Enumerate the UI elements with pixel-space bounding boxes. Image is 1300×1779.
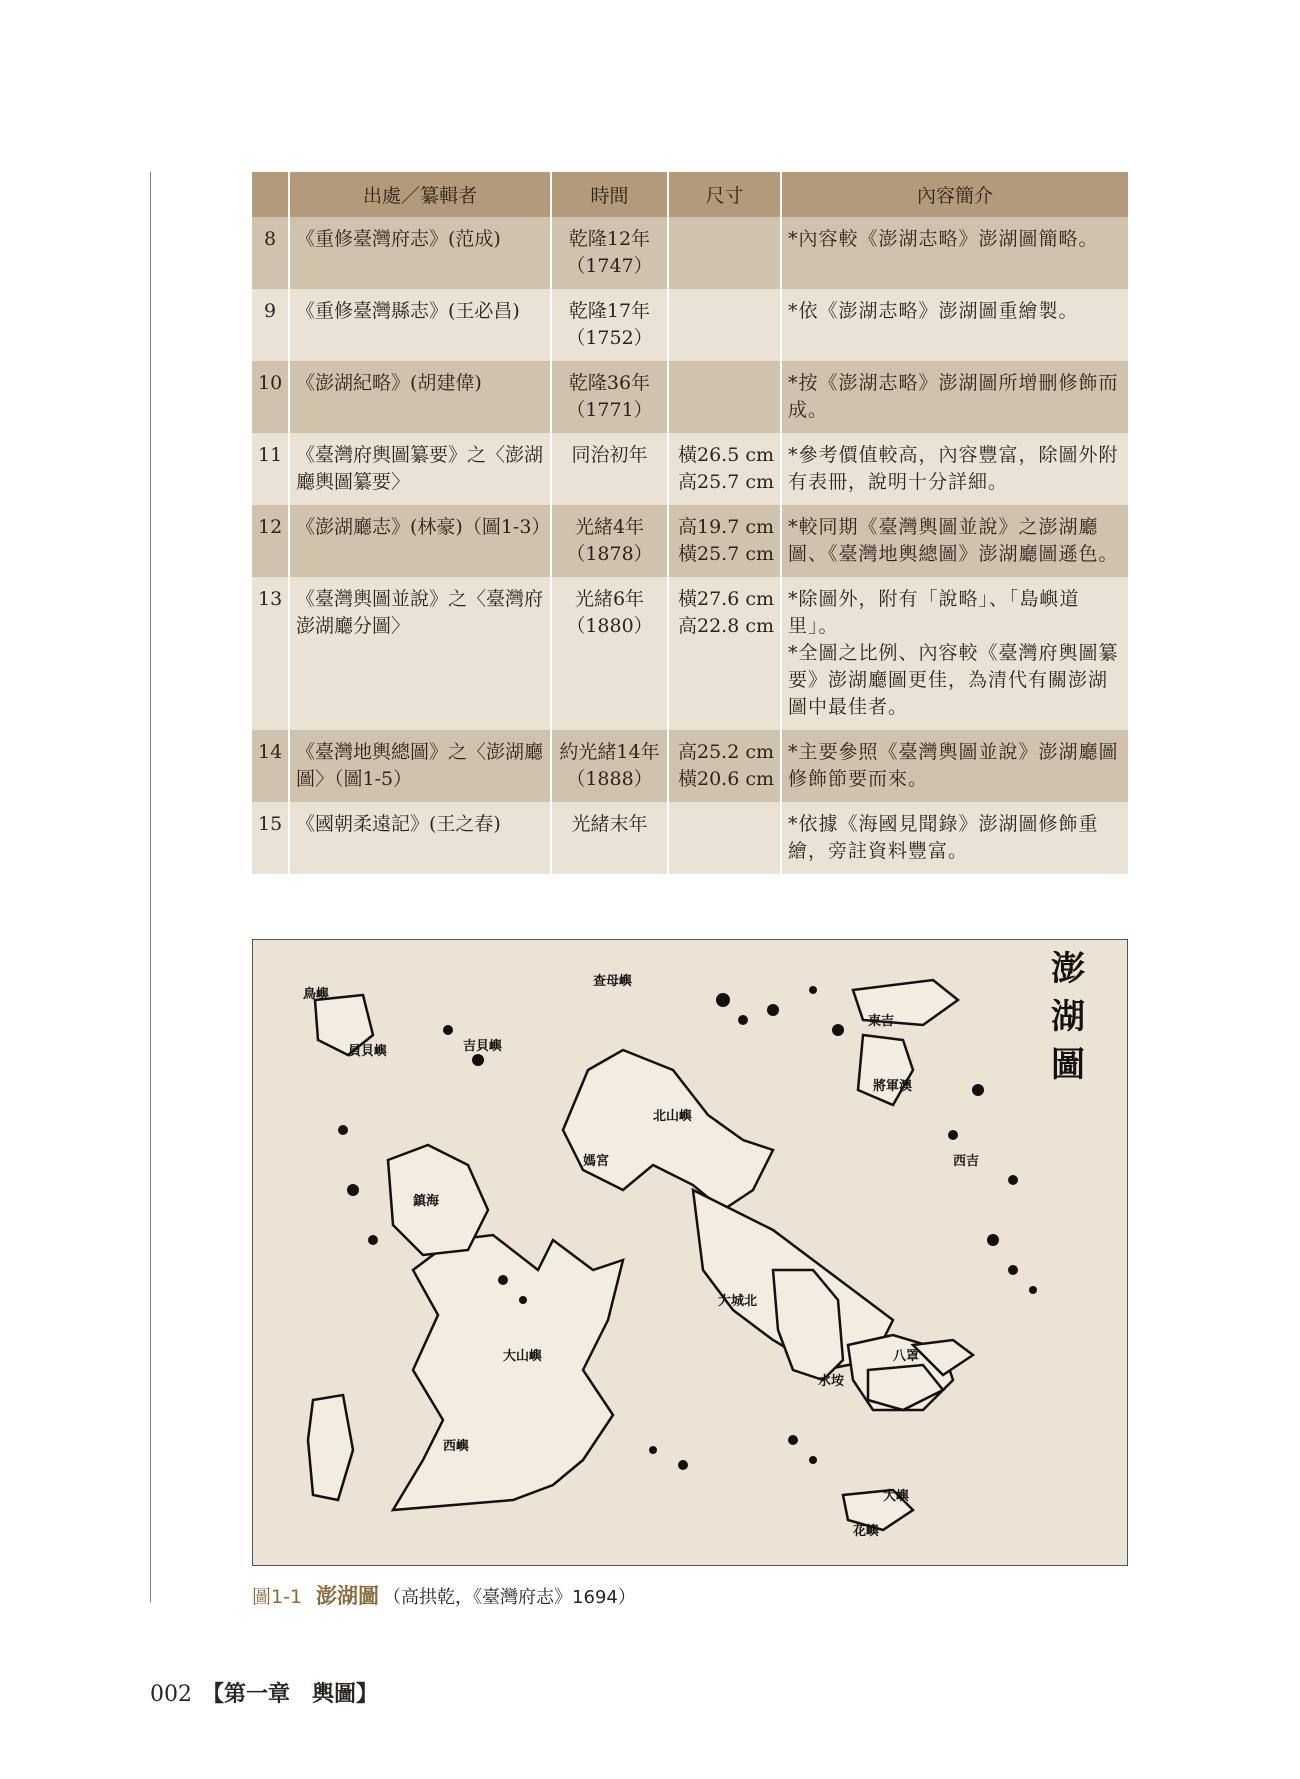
row-note (781, 361, 1128, 433)
note-line: *參考價值較高，內容豐富，除圖外附有表冊，說明十分詳細。 (788, 444, 1119, 493)
row-note (781, 577, 1128, 730)
row-size (668, 217, 781, 289)
row-note (781, 289, 1128, 361)
figure-source: （高拱乾，《臺灣府志》1694） (383, 1587, 636, 1608)
row-time: 同治初年 (551, 433, 668, 505)
row-size: 橫26.5 cm 高25.7 cm (668, 433, 781, 505)
island-jiangjun (858, 1035, 913, 1105)
row-time: 乾隆12年（1747） (551, 217, 668, 289)
table-row (252, 577, 1128, 730)
page-number: 002 (150, 1682, 192, 1707)
table-row (252, 505, 1128, 577)
row-time: 約光緒14年（1888） (551, 730, 668, 802)
note-line: *主要參照《臺灣輿圖並說》澎湖廳圖修飾節要而來。 (788, 741, 1119, 790)
row-note (781, 730, 1128, 802)
map-label: 鳥嶼 (303, 987, 330, 1002)
table-row (252, 217, 1128, 289)
row-source: 《澎湖紀略》(胡建偉) (289, 361, 551, 433)
row-time: 光緒4年（1878） (551, 505, 668, 577)
map-label: 西嶼 (443, 1439, 470, 1454)
note-line: *按《澎湖志略》澎湖圖所增刪修飾而成。 (788, 372, 1119, 421)
map-label: 花嶼 (853, 1524, 880, 1539)
header-size: 尺寸 (668, 172, 781, 217)
note-line: *依據《海國見聞錄》澎湖圖修飾重繪，旁註資料豐富。 (788, 813, 1099, 862)
note-line: *較同期《臺灣輿圖並說》之澎湖廳圖、《臺灣地輿總圖》澎湖廳圖遜色。 (788, 516, 1119, 565)
map-label: 大城北 (718, 1294, 758, 1309)
row-source: 《臺灣輿圖並說》之〈臺灣府澎湖廳分圖〉 (289, 577, 551, 730)
row-note (781, 802, 1128, 874)
map-figure (252, 939, 1128, 1566)
row-number: 12 (252, 505, 289, 577)
map-title-3: 圖 (1051, 1045, 1085, 1085)
table-header-row (252, 172, 1128, 217)
table-row (252, 802, 1128, 874)
note-line: *全圖之比例、內容較《臺灣府輿圖纂要》澎湖廳圖更佳，為清代有關澎湖圖中最佳者。 (788, 642, 1119, 718)
row-size (668, 361, 781, 433)
row-time: 乾隆36年（1771） (551, 361, 668, 433)
row-size: 高19.7 cm 橫25.7 cm (668, 505, 781, 577)
map-label: 大山嶼 (503, 1349, 543, 1364)
table-row (252, 361, 1128, 433)
header-note: 內容簡介 (781, 172, 1128, 217)
row-time: 光緒6年（1880） (551, 577, 668, 730)
margin-rule (150, 172, 151, 1602)
map-label: 查母嶼 (593, 974, 633, 989)
source-table (252, 172, 1128, 874)
row-number: 14 (252, 730, 289, 802)
page-footer (150, 1677, 378, 1708)
note-line: *除圖外，附有「說略」、「島嶼道里」。 (788, 588, 1080, 637)
row-source: 《重修臺灣縣志》(王必昌) (289, 289, 551, 361)
chapter-title: 【第一章 輿圖】 (202, 1681, 379, 1707)
note-line: *內容較《澎湖志略》澎湖圖簡略。 (788, 228, 1099, 250)
map-label: 員貝嶼 (348, 1044, 388, 1059)
row-number: 10 (252, 361, 289, 433)
figure-title: 澎湖圖 (316, 1584, 380, 1608)
table-row (252, 433, 1128, 505)
island-southwest (308, 1395, 353, 1500)
map-label: 媽宮 (583, 1154, 610, 1169)
row-number: 9 (252, 289, 289, 361)
table-row (252, 289, 1128, 361)
row-source: 《重修臺灣府志》(范成) (289, 217, 551, 289)
row-size (668, 289, 781, 361)
map-label: 北山嶼 (653, 1109, 693, 1124)
row-note (781, 505, 1128, 577)
row-number: 8 (252, 217, 289, 289)
row-source: 《臺灣地輿總圖》之〈澎湖廳圖〉（圖1-5） (289, 730, 551, 802)
note-line: *依《澎湖志略》澎湖圖重繪製。 (788, 300, 1079, 322)
row-note (781, 433, 1128, 505)
row-size (668, 802, 781, 874)
map-label: 西吉 (953, 1154, 980, 1169)
row-source: 《澎湖廳志》(林豪)（圖1-3） (289, 505, 551, 577)
header-no (252, 172, 289, 217)
map-label: 吉貝嶼 (463, 1039, 503, 1054)
row-size: 高25.2 cm 橫20.6 cm (668, 730, 781, 802)
map-label: 鎮海 (413, 1194, 440, 1209)
header-time: 時間 (551, 172, 668, 217)
header-source: 出處／纂輯者 (289, 172, 551, 217)
island-north (563, 1050, 773, 1210)
row-note (781, 217, 1128, 289)
row-number: 11 (252, 433, 289, 505)
row-time: 光緒末年 (551, 802, 668, 874)
row-source: 《國朝柔遠記》(王之春) (289, 802, 551, 874)
row-size: 橫27.6 cm 高22.8 cm (668, 577, 781, 730)
penghu-map (253, 940, 1127, 1565)
map-label: 大嶼 (883, 1489, 910, 1504)
map-title-2: 湖 (1051, 997, 1085, 1037)
map-title-1: 澎 (1051, 949, 1085, 989)
map-label: 將軍澳 (873, 1079, 913, 1094)
row-number: 13 (252, 577, 289, 730)
map-label: 八罩 (893, 1349, 920, 1364)
row-number: 15 (252, 802, 289, 874)
map-label: 東吉 (868, 1014, 895, 1029)
map-label: 水垵 (818, 1374, 845, 1389)
row-time: 乾隆17年（1752） (551, 289, 668, 361)
figure-caption (252, 1580, 636, 1610)
table-row (252, 730, 1128, 802)
figure-number: 圖1-1 (252, 1586, 303, 1608)
island-main (393, 1235, 623, 1510)
row-source: 《臺灣府輿圖纂要》之〈澎湖廳輿圖纂要〉 (289, 433, 551, 505)
